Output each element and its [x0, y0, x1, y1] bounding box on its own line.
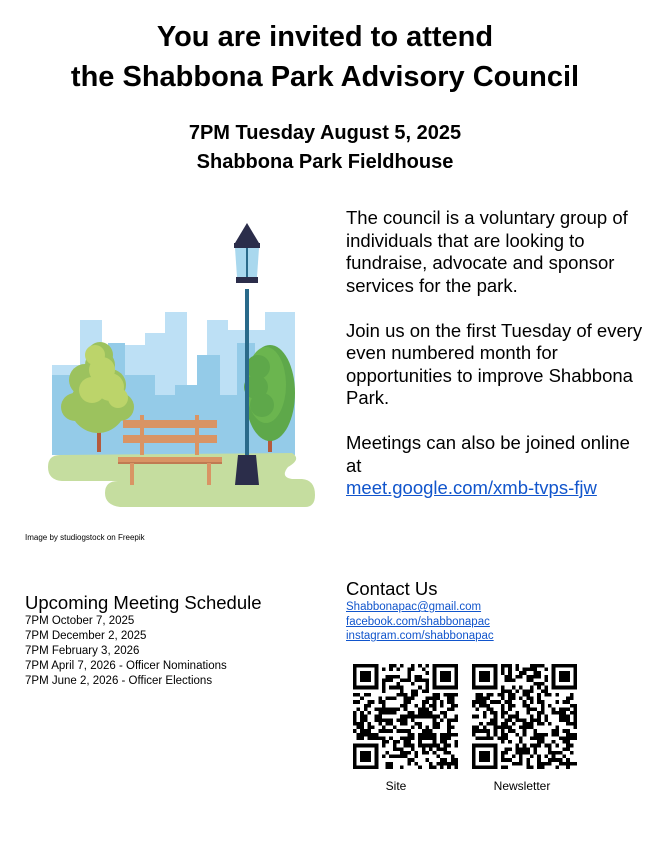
instagram-link[interactable]: instagram.com/shabbonapac — [346, 630, 494, 642]
event-time: 7PM Tuesday August 5, 2025 — [188, 122, 462, 144]
online-text: Meetings can also be joined online at — [346, 432, 630, 476]
about-paragraph-3 — [346, 432, 646, 500]
park-illustration — [40, 215, 325, 515]
meet-link[interactable]: meet.google.com/xmb-tvps-fjw — [346, 477, 597, 498]
contact-links — [346, 600, 494, 644]
about-paragraph-2: Join us on the first Tuesday of every even numbered month for opportunities to improve Shabbona Park. — [346, 319, 643, 408]
schedule-item: 7PM June 2, 2026 - Officer Elections — [25, 675, 213, 687]
schedule-title: Upcoming Meeting Schedule — [25, 592, 262, 613]
contact-title: Contact Us — [346, 578, 438, 599]
event-location: Shabbona Park Fieldhouse — [196, 151, 454, 173]
newsletter-qr-label: Newsletter — [493, 779, 551, 793]
schedule-item: 7PM February 3, 2026 — [25, 645, 140, 657]
site-qr-code-icon[interactable] — [353, 664, 458, 769]
schedule-item: 7PM April 7, 2026 - Officer Nominations — [25, 660, 227, 672]
site-qr-label: Site — [385, 779, 407, 793]
image-credit: Image by studiogstock on Freepik — [25, 533, 145, 542]
page-title-line2: the Shabbona Park Advisory Council — [70, 61, 580, 93]
newsletter-qr-code-icon[interactable] — [472, 664, 577, 769]
about-paragraph-1: The council is a voluntary group of individuals that are looking to fundraise, advocate and sponsor services for the park. — [346, 207, 628, 296]
schedule-item: 7PM December 2, 2025 — [25, 630, 147, 642]
facebook-link[interactable]: facebook.com/shabbonapac — [346, 615, 490, 628]
about-section — [346, 207, 646, 500]
email-link[interactable]: Shabbonapac@gmail.com — [346, 601, 482, 613]
schedule-item: 7PM October 7, 2025 — [25, 615, 135, 627]
page-title-line1: You are invited to attend — [156, 21, 494, 53]
schedule-list — [25, 614, 227, 689]
